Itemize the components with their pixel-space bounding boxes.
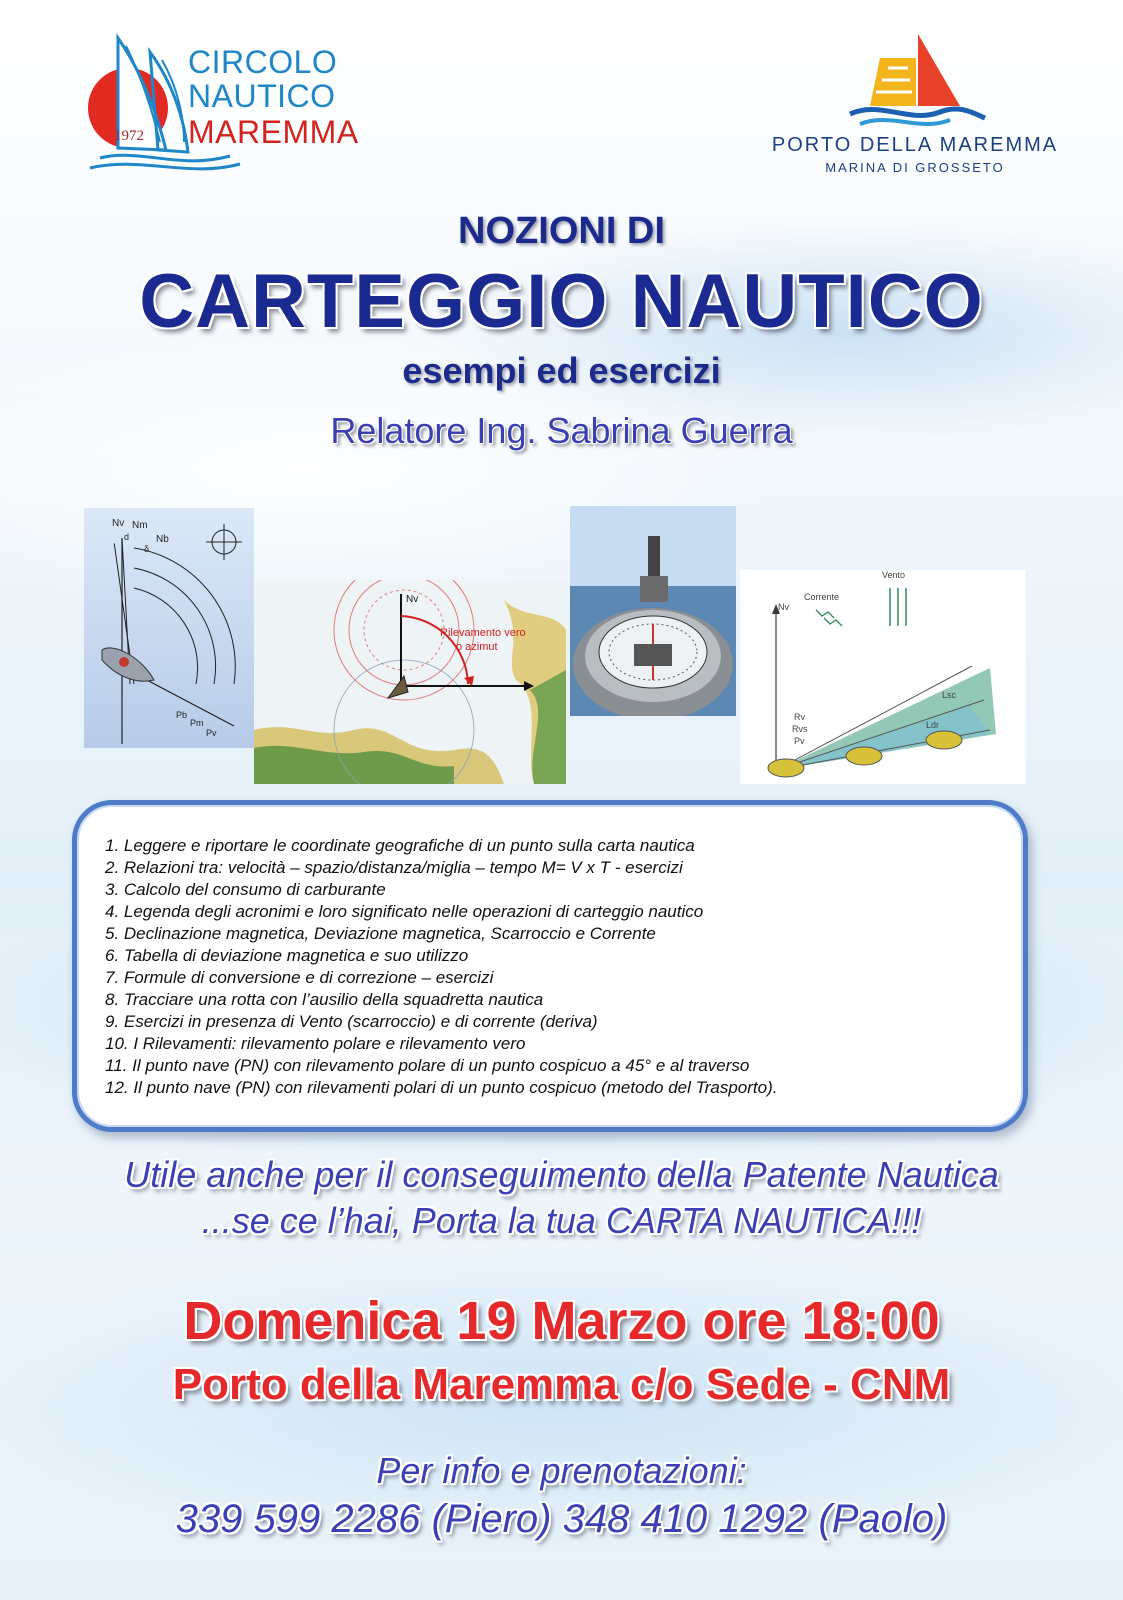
topic-item: 6. Tabella di deviazione magnetica e suo utilizzo [105,946,469,965]
wind-label-rv: Rv [794,712,805,722]
topic-item: 9. Esercizi in presenza di Vento (scarroccio) e di corrente (deriva) [105,1012,598,1031]
title-carteggio: CARTEGGIO NAUTICO [139,259,984,344]
diagram-label-d: d [124,532,130,542]
compass-photo [570,506,736,716]
wind-label-lsc: Lsc [942,690,957,700]
topics-list [105,835,777,1099]
nautical-chart-image [254,580,566,784]
diagram-label-pb: Pb [176,710,188,720]
chart-label-nv: Nv [406,594,419,605]
topic-item: 5. Declinazione magnetica, Deviazione magnetica, Scarroccio e Corrente [105,924,656,943]
diagram-label-delta: δ [144,544,150,554]
topic-item: 2. Relazioni tra: velocità – spazio/distanza/miglia – tempo M= V x T - esercizi [105,858,683,877]
title-subtitle: esempi ed esercizi [402,350,721,391]
contact-heading: Per info e prenotazioni: [376,1450,747,1491]
porto-logo-subtitle: MARINA DI GROSSETO [825,160,1005,175]
topic-item: 10. I Rilevamenti: rilevamento polare e rilevamento vero [105,1034,526,1053]
declination-diagram-image [84,508,254,748]
wind-label-ldr: Ldr [926,720,940,730]
logo-text-nautico: NAUTICO [188,78,336,114]
diagram-label-nv: Nv [112,518,125,529]
event-place: Porto della Maremma c/o Sede - CNM [172,1360,951,1409]
wind-current-diagram [740,570,1026,784]
topic-item: 8. Tracciare una rotta con l’ausilio della squadretta nautica [105,990,544,1009]
wind-label-corrente: Corrente [804,592,840,602]
promo-carta-nautica: ...se ce l’hai, Porta la tua CARTA NAUTICA!!! [201,1200,922,1241]
title-nozioni: NOZIONI DI [458,210,665,252]
circolo-nautico-logo [80,30,380,180]
porto-sail-icon [770,28,1060,128]
topics-box [72,800,1028,1132]
wind-label-rvs: Rvs [792,724,808,734]
logo-text-circolo: CIRCOLO [188,44,338,80]
diagram-label-nb: Nb [156,534,169,545]
wind-label-pv: Pv [794,736,805,746]
topic-item: 1. Leggere e riportare le coordinate geografiche di un punto sulla carta nautica [105,836,695,855]
diagram-label-pm: Pm [190,718,204,728]
porto-logo-name: PORTO DELLA MAREMMA [771,134,1059,156]
wind-label-nv: Nv [778,602,789,612]
topic-item: 11. Il punto nave (PN) con rilevamento polare di un punto cospicuo a 45° e al traverso [105,1056,750,1075]
diagram-label-nm: Nm [132,520,148,531]
promo-patente: Utile anche per il conseguimento della Patente Nautica [124,1154,999,1195]
event-date: Domenica 19 Marzo ore 18:00 [183,1291,940,1351]
topic-item: 3. Calcolo del consumo di carburante [105,880,386,899]
wind-label-vento: Vento [882,570,906,580]
porto-della-maremma-logo [770,28,1070,178]
topic-item: 12. Il punto nave (PN) con rilevamenti polari di un punto cospicuo (metodo del Trasporto). [105,1078,778,1097]
chart-caption-azimut: o azimut [456,641,498,653]
logo-text-maremma: MAREMMA [188,114,359,150]
topic-item: 7. Formule di conversione e di correzione – esercizi [105,968,494,987]
logo-year: 1972 [114,128,144,144]
contact-phones: 339 599 2286 (Piero) 348 410 1292 (Paolo) [175,1497,948,1541]
chart-caption-rilevamento: Rilevamento vero [440,627,526,639]
topic-item: 4. Legenda degli acronimi e loro significato nelle operazioni di carteggio nautico [105,902,704,921]
diagram-label-pv: Pv [206,728,217,738]
speaker-line: Relatore Ing. Sabrina Guerra [330,410,793,451]
